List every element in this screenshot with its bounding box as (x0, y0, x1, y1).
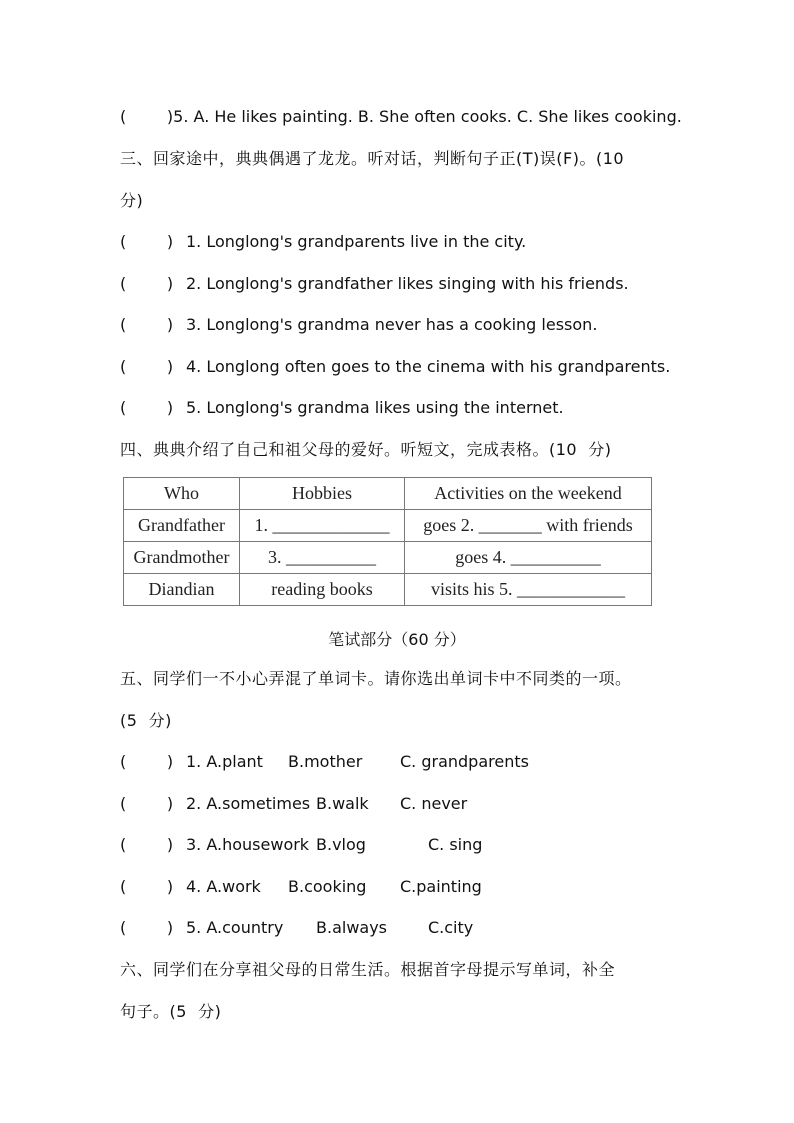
table-cell: Grandfather (124, 510, 240, 542)
option-b: B.mother (288, 752, 363, 771)
section4-title: 四、典典介绍了自己和祖父母的爱好。听短文，完成表格。(10 分) (120, 440, 612, 459)
choice-item-4 (120, 876, 482, 898)
option-a: 2. A.sometimes (186, 794, 311, 813)
section5-title-cont: (5 分) (120, 711, 172, 730)
blank-cell[interactable]: 3. __________ (240, 542, 405, 574)
table-header: Who (124, 478, 240, 510)
blank-cell[interactable]: goes 4. __________ (405, 542, 652, 574)
tf-text: 2. Longlong's grandfather likes singing with his friends. (186, 274, 629, 293)
tf-text: 5. Longlong's grandma likes using the internet. (186, 398, 564, 417)
table-row (124, 510, 652, 542)
answer-paren[interactable]: ( ) (120, 357, 174, 376)
tf-item-3 (120, 314, 597, 336)
table-header: Hobbies (240, 478, 405, 510)
option-c: C. grandparents (400, 752, 529, 771)
option-b: B.always (316, 918, 388, 937)
answer-paren[interactable]: ( ) (120, 877, 174, 896)
table-header-row (124, 478, 652, 510)
section5-title: 五、同学们一不小心弄混了单词卡。请你选出单词卡中不同类的一项。 (120, 669, 632, 688)
option-c: C. never (400, 794, 468, 813)
choice-item-3 (120, 834, 483, 856)
answer-paren[interactable]: ( ) (120, 752, 174, 771)
option-c: C.city (428, 918, 474, 937)
option-b: B.walk (316, 794, 369, 813)
section3-title-cont: 分) (120, 191, 144, 210)
written-part-heading: 笔试部分（60 分） (328, 630, 466, 649)
hobbies-table (123, 477, 652, 606)
tf-text: 1. Longlong's grandparents live in the city. (186, 232, 527, 251)
answer-paren[interactable]: ( ) (120, 918, 174, 937)
table-cell: Diandian (124, 574, 240, 606)
option-a: 4. A.work (186, 877, 261, 896)
tf-item-2 (120, 273, 629, 295)
blank-cell[interactable]: visits his 5. ____________ (405, 574, 652, 606)
option-b: B.vlog (316, 835, 366, 854)
tf-item-4 (120, 356, 670, 378)
answer-paren[interactable]: ( ) (120, 232, 174, 251)
table-row (124, 574, 652, 606)
answer-paren[interactable]: ( ) (120, 794, 174, 813)
blank-cell[interactable]: 1. _____________ (240, 510, 405, 542)
option-c: C. sing (428, 835, 483, 854)
choice-item-1 (120, 751, 529, 773)
table-header: Activities on the weekend (405, 478, 652, 510)
choice-item-5 (120, 917, 474, 939)
answer-paren[interactable]: ( ) (120, 274, 174, 293)
table-cell: reading books (240, 574, 405, 606)
answer-paren[interactable]: ( ) (120, 835, 174, 854)
tf-item-1 (120, 231, 526, 253)
option-c: C.painting (400, 877, 482, 896)
choice-item-2 (120, 793, 468, 815)
section6-title-cont: 句子。(5 分) (120, 1002, 222, 1021)
option-a: 5. A.country (186, 918, 284, 937)
answer-paren[interactable]: ( ) (120, 315, 174, 334)
tf-text: 4. Longlong often goes to the cinema with his grandparents. (186, 357, 671, 376)
option-a: 1. A.plant (186, 752, 263, 771)
table-row (124, 542, 652, 574)
listening-item-5: ( )5. A. He likes painting. B. She often cooks. C. She likes cooking. (120, 107, 682, 126)
answer-paren[interactable]: ( ) (120, 398, 174, 417)
section3-title: 三、回家途中，典典偶遇了龙龙。听对话，判断句子正(T)误(F)。(10 (120, 149, 625, 168)
blank-cell[interactable]: goes 2. _______ with friends (405, 510, 652, 542)
table-cell: Grandmother (124, 542, 240, 574)
tf-item-5 (120, 397, 564, 419)
tf-text: 3. Longlong's grandma never has a cooking lesson. (186, 315, 598, 334)
option-b: B.cooking (288, 877, 367, 896)
option-a: 3. A.housework (186, 835, 310, 854)
section6-title: 六、同学们在分享祖父母的日常生活。根据首字母提示写单词，补全 (120, 960, 616, 979)
